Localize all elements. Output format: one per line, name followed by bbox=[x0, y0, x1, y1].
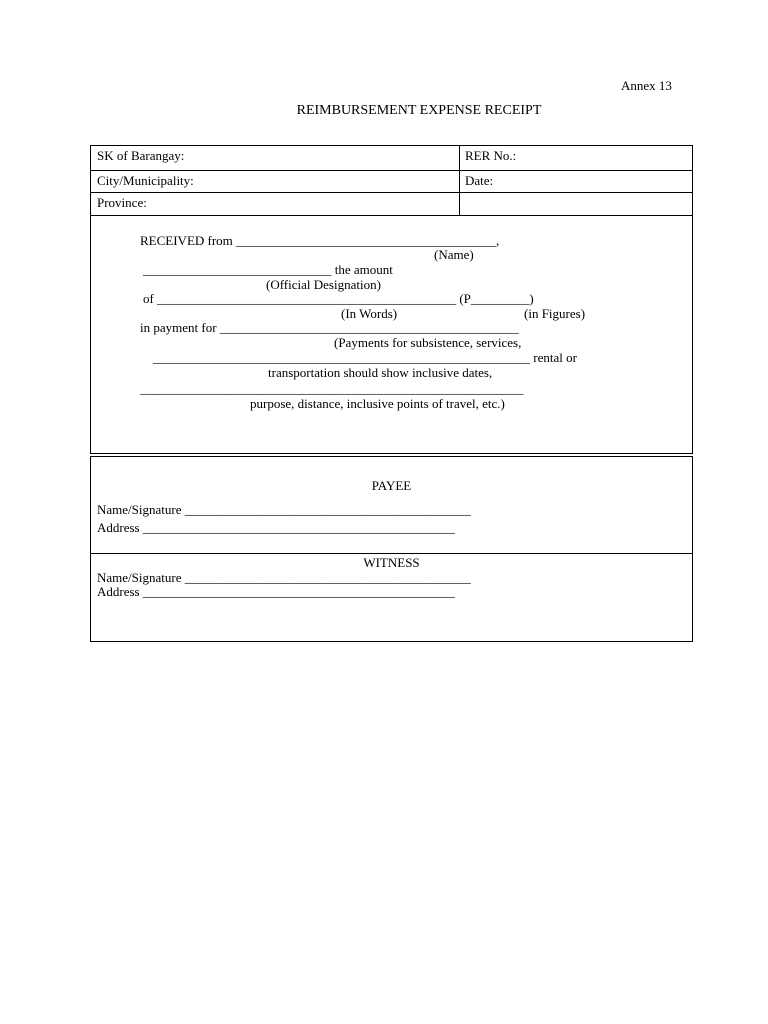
purpose-line: ___________________________________________________________ bbox=[140, 381, 524, 396]
received-from-line: RECEIVED from ________________________________________, bbox=[140, 233, 500, 248]
name-caption: (Name) bbox=[434, 247, 474, 262]
witness-heading: WITNESS bbox=[363, 555, 420, 570]
province-label: Province: bbox=[97, 195, 147, 210]
payment-for-line: in payment for ______________________________________________ bbox=[140, 320, 519, 335]
designation-line: _____________________________ the amount bbox=[143, 262, 393, 277]
payments-caption: (Payments for subsistence, services, bbox=[334, 335, 522, 350]
info-table-divider-2 bbox=[90, 192, 693, 193]
payee-witness-divider bbox=[90, 553, 693, 554]
sk-barangay-label: SK of Barangay: bbox=[97, 148, 185, 163]
city-municipality-label: City/Municipality: bbox=[97, 173, 194, 188]
rer-no-label: RER No.: bbox=[465, 148, 517, 163]
info-table-column-divider bbox=[459, 145, 460, 216]
transport-caption: transportation should show inclusive dates, bbox=[268, 365, 493, 380]
purpose-caption: purpose, distance, inclusive points of travel, etc.) bbox=[250, 396, 505, 411]
witness-address: Address ________________________________________________ bbox=[97, 584, 455, 599]
document-title: REIMBURSEMENT EXPENSE RECEIPT bbox=[296, 103, 542, 118]
in-words-caption: (In Words) bbox=[341, 306, 398, 321]
date-label: Date: bbox=[465, 173, 494, 188]
rental-line: __________________________________________________________ rental or bbox=[153, 350, 577, 365]
payee-address: Address ________________________________________________ bbox=[97, 520, 455, 535]
payee-heading: PAYEE bbox=[371, 478, 412, 493]
info-table-divider-1 bbox=[90, 170, 693, 171]
designation-caption: (Official Designation) bbox=[266, 277, 381, 292]
in-figures-caption: (in Figures) bbox=[524, 306, 586, 321]
annex-label: Annex 13 bbox=[621, 78, 672, 93]
witness-name-signature: Name/Signature ____________________________________________ bbox=[97, 570, 471, 585]
amount-line: of ______________________________________________ (P_________) bbox=[143, 291, 534, 306]
payee-name-signature: Name/Signature ____________________________________________ bbox=[97, 502, 471, 517]
